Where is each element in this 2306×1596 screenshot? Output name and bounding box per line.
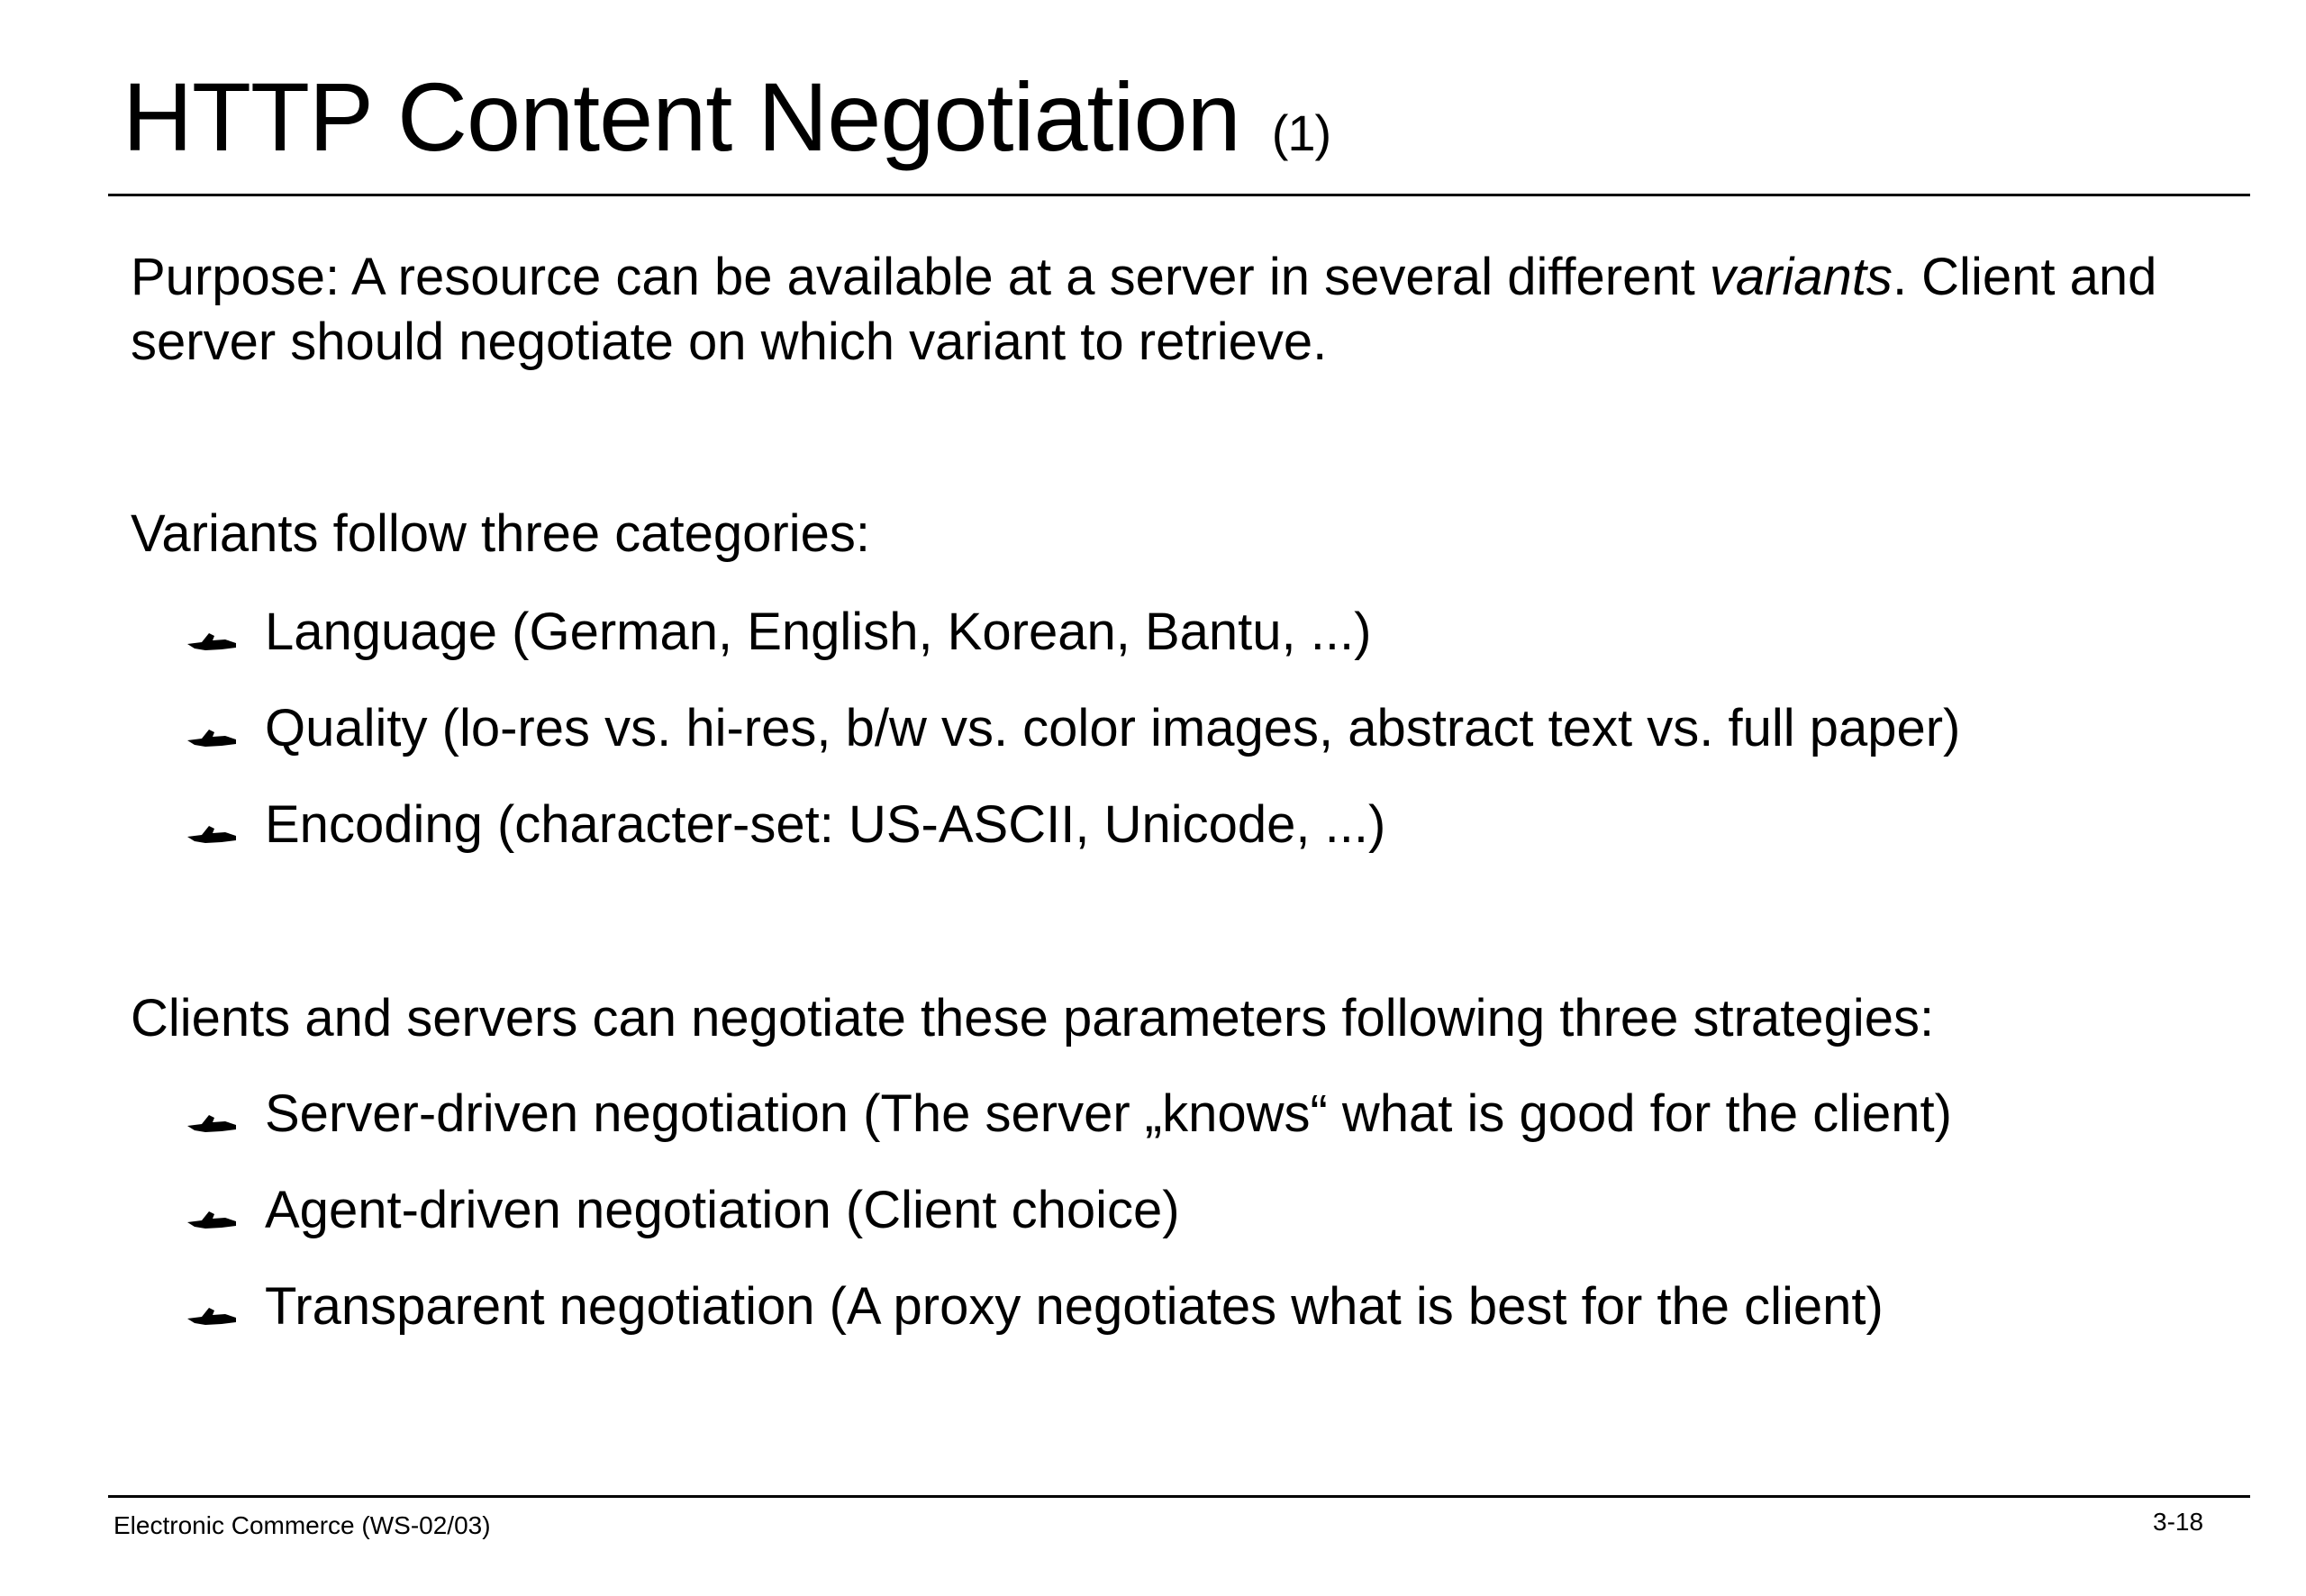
footer-divider — [108, 1495, 2250, 1498]
pointing-hand-icon — [186, 1110, 238, 1137]
purpose-text-a: Purpose: A resource can be available at a server in several different — [131, 248, 1710, 306]
strategy-item: Agent-driven negotiation (Client choice) — [265, 1181, 1180, 1239]
pointing-hand-icon — [186, 724, 238, 751]
strategy-item: Server-driven negotiation (The server „knows“ what is good for the client) — [265, 1084, 1952, 1143]
variant-item: Quality (lo-res vs. hi-res, b/w vs. color images, abstract text vs. full paper) — [265, 699, 1961, 757]
variants-heading: Variants follow three categories: — [131, 504, 871, 563]
strategy-item: Transparent negotiation (A proxy negotiates what is best for the client) — [265, 1277, 1884, 1336]
slide-title — [123, 62, 1331, 171]
purpose-emphasis: variants — [1709, 248, 1893, 306]
footer-page-number: 3-18 — [2153, 1508, 2204, 1536]
strategies-heading: Clients and servers can negotiate these parameters following three strategies: — [131, 989, 1935, 1047]
title-divider — [108, 194, 2250, 196]
footer-course: Electronic Commerce (WS-02/03) — [113, 1511, 491, 1539]
purpose-text-b: . Client and — [1892, 248, 2157, 306]
slide-title-text: HTTP Content Negotiation — [123, 62, 1240, 171]
variant-item: Encoding (character-set: US-ASCII, Unicode, ...) — [265, 795, 1386, 854]
pointing-hand-icon — [186, 1302, 238, 1329]
pointing-hand-icon — [186, 821, 238, 848]
slide-title-number: (1) — [1271, 104, 1331, 161]
variant-item: Language (German, English, Korean, Bantu, ...) — [265, 603, 1372, 661]
purpose-line-2: server should negotiate on which variant to retrieve. — [131, 313, 1328, 371]
pointing-hand-icon — [186, 628, 238, 655]
pointing-hand-icon — [186, 1206, 238, 1233]
purpose-line-1 — [131, 245, 2156, 310]
